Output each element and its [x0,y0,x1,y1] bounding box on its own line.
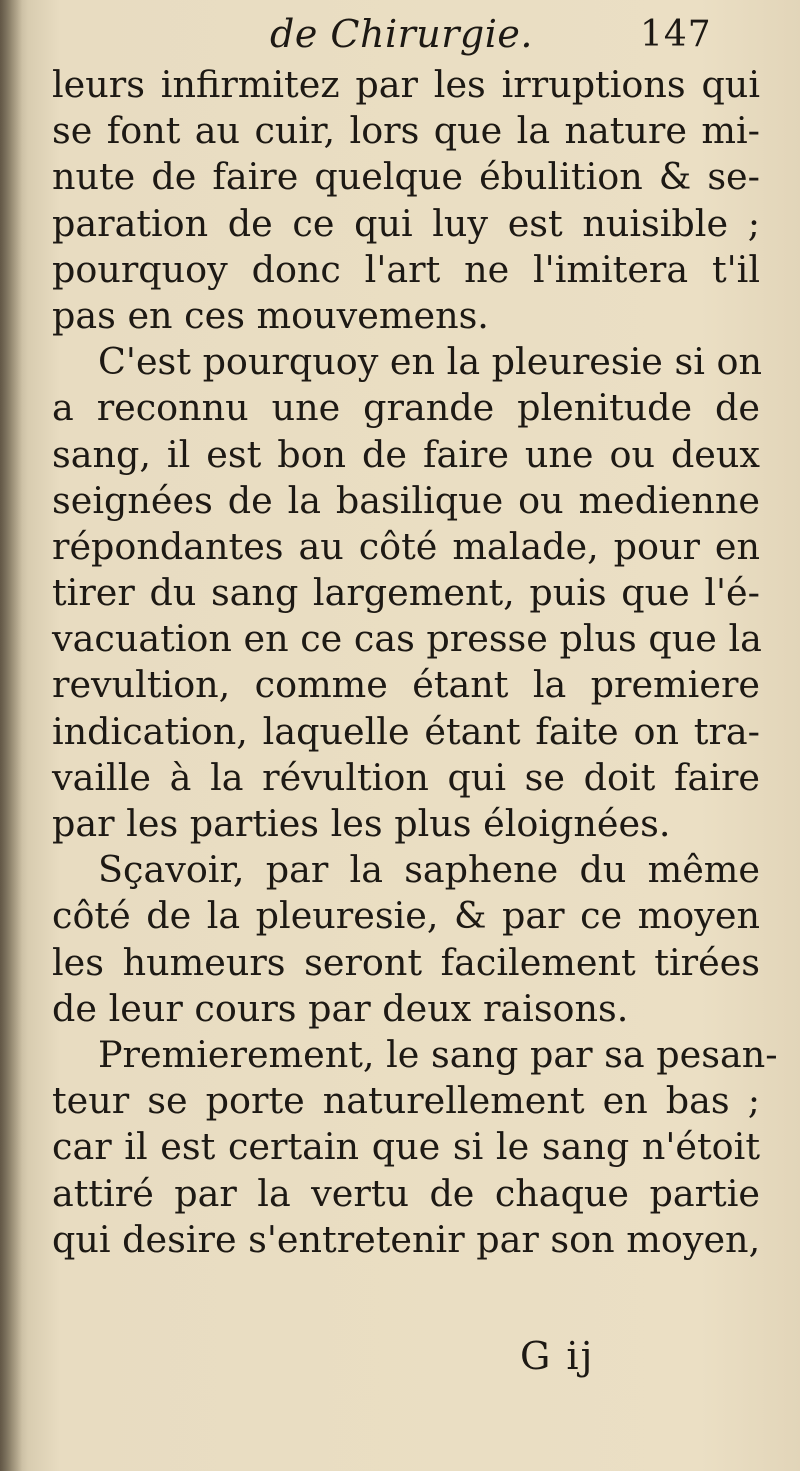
text-line: nute de faire quelque ébulition & se- [52,155,760,199]
text-line: sang, il est bon de faire une ou deux [52,432,760,476]
text-line: a reconnu une grande plenitude de [52,386,760,430]
text-line: indication, laquelle étant faite on tra- [52,709,760,753]
text-line: qui desire s'entretenir par son moyen, [52,1217,761,1261]
body-text [52,62,778,1263]
text-line: pourquoy donc l'art ne l'imitera t'il [52,247,760,291]
text-line: de leur cours par deux raisons. [52,986,629,1030]
text-line: les humeurs seront facilement tirées [52,940,760,984]
text-line: vaille à la révultion qui se doit faire [52,755,760,799]
text-line: vacuation en ce cas presse plus que la [52,617,762,661]
text-line: par les parties les plus éloignées. [52,802,671,845]
text-line: car il est certain que si le sang n'étoit [52,1125,760,1169]
text-line: Premierement, le sang par sa pesan- [98,1032,778,1076]
text-line: seignées de la basilique ou medienne [52,478,760,522]
text-line: pas en ces mouvemens. [52,293,489,337]
text-line: leurs infirmitez par les irruptions qui [52,63,760,106]
text-line: répondantes au côté malade, pour en [52,524,760,568]
gutter-shadow [0,0,22,1471]
text-line: Sçavoir, par la saphene du même [98,848,760,892]
text-line: teur se porte naturellement en bas ; [52,1079,760,1123]
text-line: paration de ce qui luy est nuisible ; [52,201,760,245]
page-number: 147 [640,14,712,55]
text-line: côté de la pleuresie, & par ce moyen [52,894,760,938]
text-line: se font au cuir, lors que la nature mi- [52,109,760,153]
signature-mark: G ij [520,1334,595,1378]
text-line: attiré par la vertu de chaque partie [52,1171,760,1215]
text-line: C'est pourquoy en la pleuresie si on [98,340,762,384]
text-line: tirer du sang largement, puis que l'é- [52,571,760,615]
running-head: de Chirurgie. [270,12,533,56]
text-line: revultion, comme étant la premiere [52,663,760,707]
